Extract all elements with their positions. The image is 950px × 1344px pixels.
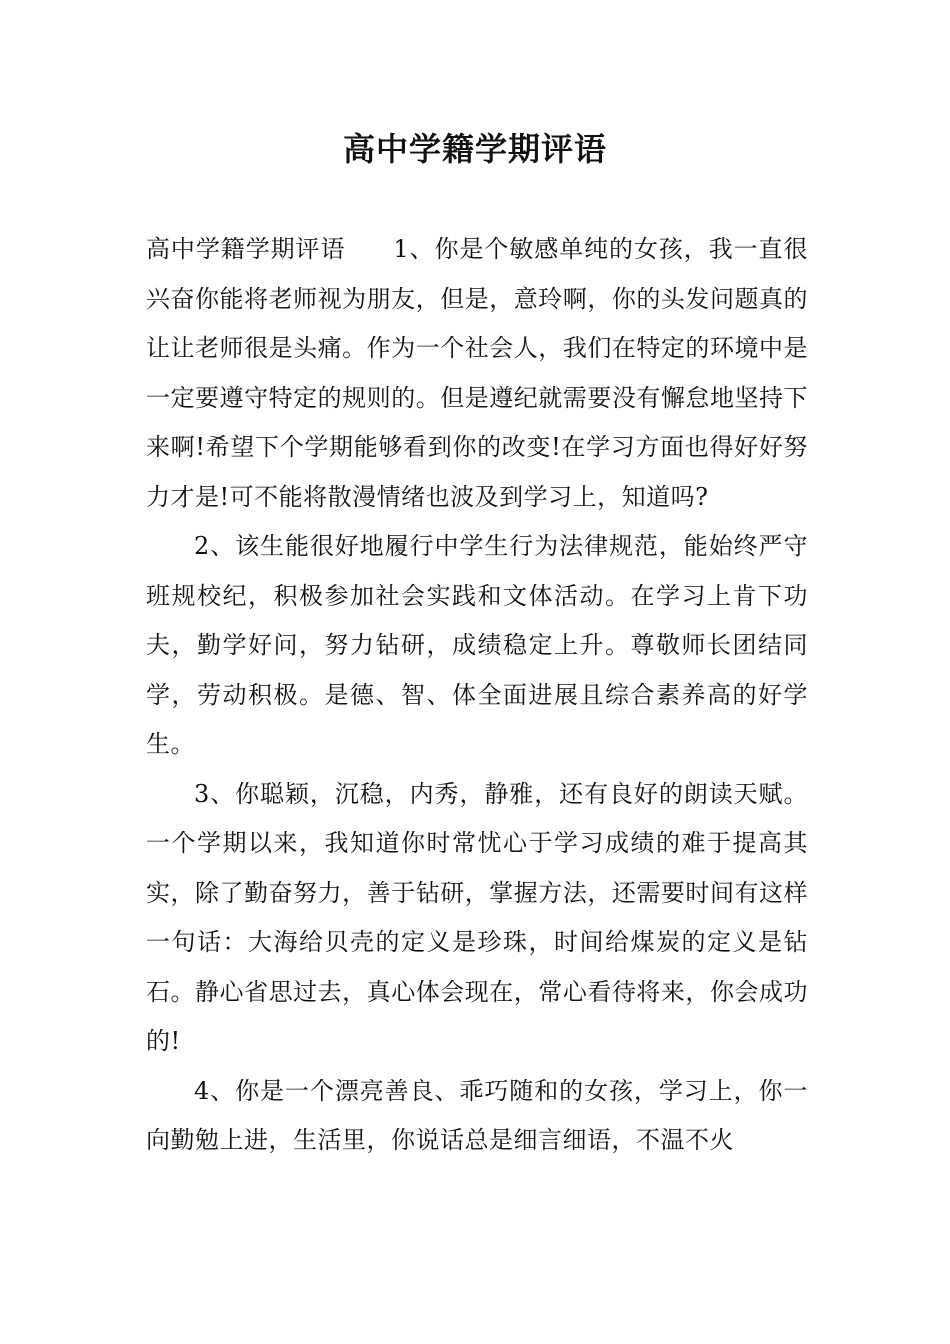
paragraph-1 (146, 225, 808, 522)
lead-title: 高中学籍学期评语 (146, 235, 346, 263)
document-body (146, 225, 808, 1166)
paragraph-1-text: 1、你是个敏感单纯的女孩，我一直很兴奋你能将老师视为朋友，但是，意玲啊，你的头发问题真的让让老师很是头痛。作为一个社会人，我们在特定的环境中是一定要遵守特定的规则的。但是遵纪就需要没有懈怠地坚持下来啊!希望下个学期能够看到你的改变!在学习方面也得好好努力才是!可不能将散漫情绪也波及到学习上，知道吗? (146, 235, 808, 511)
paragraph-2: 2、该生能很好地履行中学生行为法律规范，能始终严守班规校纪，积极参加社会实践和文体活动。在学习上肯下功夫，勤学好问，努力钻研，成绩稳定上升。尊敬师长团结同学，劳动积极。是德、智、体全面进展且综合素养高的好学生。 (146, 532, 808, 758)
paragraph-3: 3、你聪颖，沉稳，内秀，静雅，还有良好的朗读天赋。一个学期以来，我知道你时常忧心于学习成绩的难于提高其实，除了勤奋努力，善于钻研，掌握方法，还需要时间有这样一句话：大海给贝壳的定义是珍珠，时间给煤炭的定义是钻石。静心省思过去，真心体会现在，常心看待将来，你会成功的! (146, 779, 808, 1055)
document-title: 高中学籍学期评语 (342, 130, 607, 168)
paragraph-4: 4、你是一个漂亮善良、乖巧随和的女孩，学习上，你一向勤勉上进，生活里，你说话总是细言细语，不温不火 (146, 1076, 808, 1154)
